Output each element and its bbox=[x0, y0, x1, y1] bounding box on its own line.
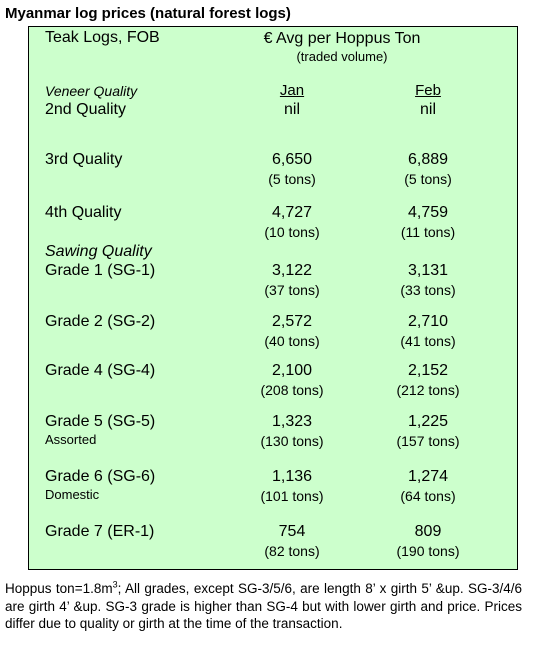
jan-cell bbox=[237, 467, 347, 505]
table-row-label bbox=[45, 203, 121, 223]
feb-volume: (157 tons) bbox=[396, 433, 460, 449]
row-label: Grade 6 (SG-6) bbox=[45, 468, 156, 485]
row-label: Grade 7 (ER-1) bbox=[45, 523, 155, 540]
table-row-label bbox=[45, 261, 155, 281]
jan-price: 1,323 bbox=[271, 413, 313, 430]
table-row-label bbox=[45, 150, 122, 170]
table-row-label bbox=[45, 100, 126, 120]
feb-price: 1,274 bbox=[407, 468, 449, 485]
jan-price: 4,727 bbox=[271, 204, 313, 221]
feb-volume: (11 tons) bbox=[400, 224, 456, 240]
section-veneer-quality: Veneer Quality bbox=[45, 83, 138, 99]
feb-price: 1,225 bbox=[407, 413, 449, 430]
jan-volume: (10 tons) bbox=[264, 224, 320, 240]
feb-cell bbox=[373, 150, 483, 188]
jan-cell bbox=[237, 203, 347, 241]
feb-cell bbox=[373, 261, 483, 299]
footnote-part2: ; All grades, except SG-3/5/6, are length 8’ x girth 5’ &up. SG-3/4/6 are girth 4’ &up. SG-3 grade is higher than SG-4 but with lower girth and price. Prices differ due to quality or girth at the time of the transaction. bbox=[5, 581, 522, 631]
jan-volume: (101 tons) bbox=[260, 488, 324, 504]
row-label: 2nd Quality bbox=[45, 101, 126, 118]
jan-price: 754 bbox=[278, 523, 306, 540]
feb-cell bbox=[373, 203, 483, 241]
table-row-label bbox=[45, 412, 155, 448]
feb-volume: (33 tons) bbox=[400, 282, 456, 298]
feb-cell bbox=[373, 100, 483, 120]
feb-price: 2,152 bbox=[407, 362, 449, 379]
column-header-jan bbox=[237, 82, 347, 100]
feb-cell bbox=[373, 467, 483, 505]
footnote bbox=[5, 580, 522, 633]
table-row-label bbox=[45, 522, 154, 542]
price-unit-label: € Avg per Hoppus Ton bbox=[263, 30, 421, 47]
feb-volume: (41 tons) bbox=[400, 333, 456, 349]
feb-volume: (5 tons) bbox=[404, 171, 452, 187]
feb-price: nil bbox=[419, 101, 436, 118]
traded-volume-label: (traded volume) bbox=[296, 49, 388, 64]
jan-price: 1,136 bbox=[271, 468, 313, 485]
feb-price: 809 bbox=[414, 523, 442, 540]
footnote-part1: Hoppus ton=1.8m bbox=[5, 581, 113, 596]
month-feb-label: Feb bbox=[415, 82, 441, 99]
month-jan-label: Jan bbox=[279, 82, 305, 99]
teak-logs-header: Teak Logs, FOB bbox=[45, 29, 160, 46]
row-sublabel: Assorted bbox=[45, 432, 97, 447]
jan-volume: (37 tons) bbox=[264, 282, 320, 298]
table-row-label bbox=[45, 467, 155, 503]
jan-price: 2,100 bbox=[271, 362, 313, 379]
feb-volume: (64 tons) bbox=[400, 488, 456, 504]
row-sublabel: Domestic bbox=[45, 487, 100, 502]
feb-price: 2,710 bbox=[407, 313, 449, 330]
jan-price: 3,122 bbox=[271, 262, 313, 279]
jan-volume: (130 tons) bbox=[260, 433, 324, 449]
row-label: Grade 4 (SG-4) bbox=[45, 362, 156, 379]
row-label: 3rd Quality bbox=[45, 151, 123, 168]
section-sawing-quality: Sawing Quality bbox=[45, 243, 152, 260]
row-label: Grade 2 (SG-2) bbox=[45, 313, 156, 330]
jan-price: 6,650 bbox=[271, 151, 313, 168]
footnote-superscript: 3 bbox=[112, 579, 118, 590]
row-label: 4th Quality bbox=[45, 204, 122, 221]
jan-cell bbox=[237, 150, 347, 188]
feb-volume: (190 tons) bbox=[396, 543, 460, 559]
feb-cell bbox=[373, 361, 483, 399]
jan-cell bbox=[237, 100, 347, 120]
feb-volume: (212 tons) bbox=[396, 382, 460, 398]
price-unit-header bbox=[247, 29, 437, 65]
page-title: Myanmar log prices (natural forest logs) bbox=[5, 5, 291, 22]
row-label: Grade 5 (SG-5) bbox=[45, 413, 156, 430]
jan-volume: (5 tons) bbox=[268, 171, 316, 187]
row-label: Grade 1 (SG-1) bbox=[45, 262, 156, 279]
feb-cell bbox=[373, 412, 483, 450]
table-row-label bbox=[45, 312, 155, 332]
jan-price: nil bbox=[283, 101, 300, 118]
feb-price: 3,131 bbox=[407, 262, 449, 279]
table-row-label bbox=[45, 361, 155, 381]
jan-cell bbox=[237, 361, 347, 399]
jan-volume: (208 tons) bbox=[260, 382, 324, 398]
jan-cell bbox=[237, 312, 347, 350]
price-table bbox=[28, 26, 518, 570]
jan-price: 2,572 bbox=[271, 313, 313, 330]
jan-volume: (82 tons) bbox=[264, 543, 320, 559]
jan-cell bbox=[237, 261, 347, 299]
jan-volume: (40 tons) bbox=[264, 333, 320, 349]
feb-cell bbox=[373, 522, 483, 560]
jan-cell bbox=[237, 412, 347, 450]
feb-price: 6,889 bbox=[407, 151, 449, 168]
jan-cell bbox=[237, 522, 347, 560]
feb-price: 4,759 bbox=[407, 204, 449, 221]
column-header-feb bbox=[373, 82, 483, 100]
feb-cell bbox=[373, 312, 483, 350]
